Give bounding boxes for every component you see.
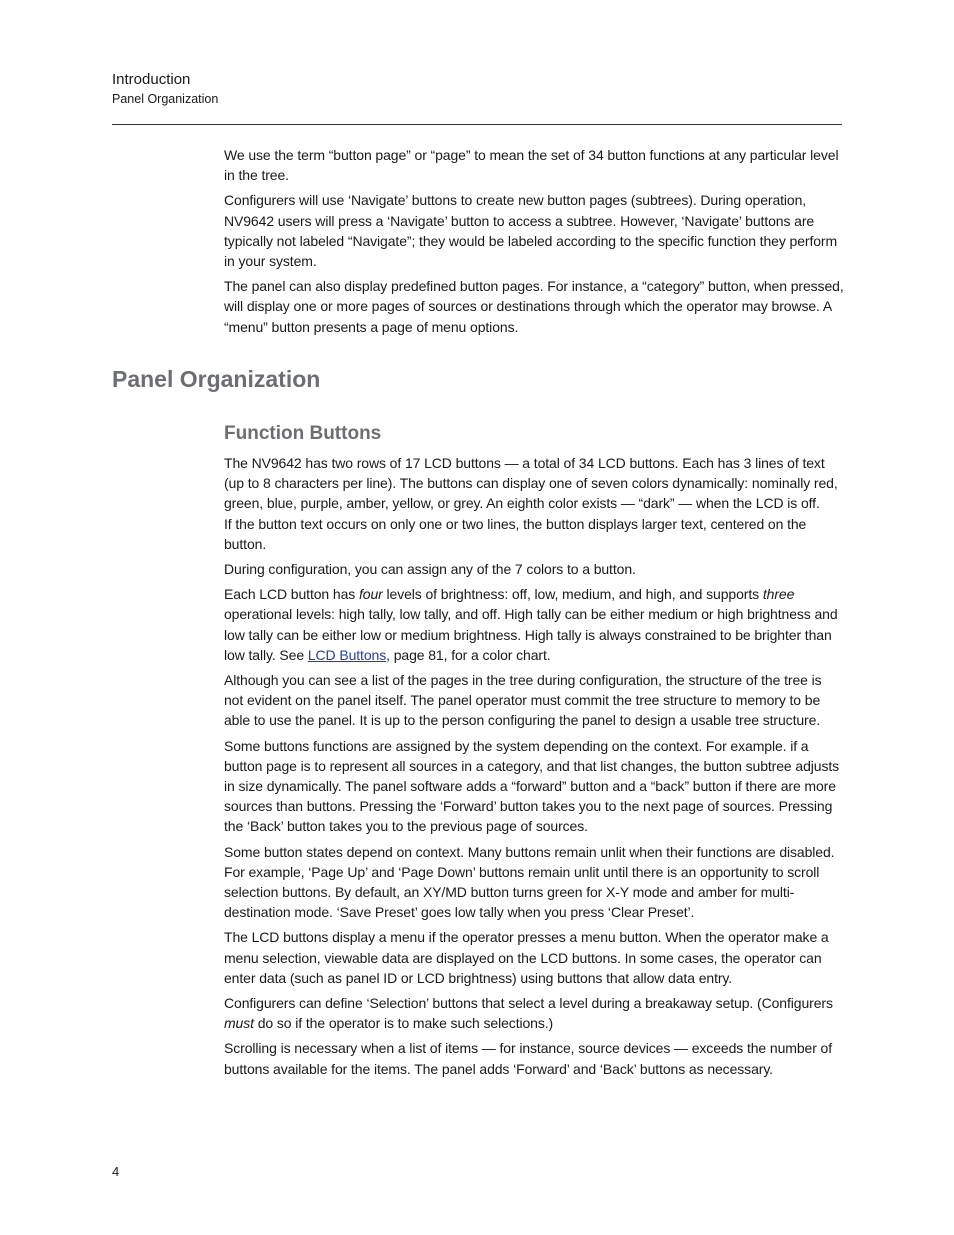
fb-p4-text-c: operational levels: high tally, low tally, and off. High tally can be either medium or high brightness and low tally can be either low or medium brightness. High tally is always constrained to be brighter than low tally. See: [224, 606, 838, 663]
fb-paragraph-10: Scrolling is necessary when a list of items — for instance, source devices — exceeds the number of buttons available for the items. The panel adds ‘Forward’ and ‘Back’ buttons as necessary.: [224, 1040, 833, 1077]
fb-paragraph-4: [224, 584, 844, 665]
function-buttons-text: [224, 453, 844, 1084]
fb-paragraph-1: The NV9642 has two rows of 17 LCD buttons — a total of 34 LCD buttons. Each has 3 lines of text (up to 8 characters per line). The buttons can display one of seven colors dynamically: nominally red, green, blue, purple, amber, yellow, or grey. An eighth color exists — “dark” — when the LCD is off.: [224, 455, 838, 512]
fb-p4-text-a: Each LCD button has: [224, 586, 359, 603]
fb-paragraph-8: The LCD buttons display a menu if the operator presses a menu button. When the operator make a menu selection, viewable data are displayed on the LCD buttons. In some cases, the operator can enter data (such as panel ID or LCD brightness) using buttons that allow data entry.: [224, 929, 829, 986]
intro-paragraph-3: The panel can also display predefined button pages. For instance, a “category” button, when pressed, will display one or more pages of sources or destinations through which the operator may browse. A “menu” button presents a page of menu options.: [224, 278, 844, 335]
fb-p9-text-b: do so if the operator is to make such selections.): [253, 1015, 554, 1032]
page-number: 4: [112, 1164, 120, 1179]
fb-p4-emphasis-three: three: [762, 586, 795, 603]
lcd-buttons-link[interactable]: LCD Buttons: [307, 646, 387, 663]
header-divider: [112, 124, 842, 125]
intro-paragraph-2: Configurers will use ‘Navigate’ buttons to create new button pages (subtrees). During operation, NV9642 users will press a ‘Navigate’ button to access a subtree. However, ‘Navigate’ buttons are typically not labeled “Navigate”; they would be labeled according to the specific function they perform in your system.: [224, 192, 838, 270]
fb-paragraph-2: If the button text occurs on only one or two lines, the button displays larger text, centered on the button.: [224, 515, 807, 552]
header-section-title: Panel Organization: [112, 92, 219, 106]
header-chapter-title: Introduction: [112, 71, 191, 88]
running-header: [112, 70, 842, 108]
fb-p9-text-a: Configurers can define ‘Selection’ buttons that select a level during a breakaway setup. (Configurers: [224, 995, 833, 1012]
fb-p4-text-b: levels of brightness: off, low, medium, and high, and supports: [382, 586, 763, 603]
fb-paragraph-6: Some buttons functions are assigned by the system depending on the context. For example. if a button page is to represent all sources in a category, and that list changes, the button subtree adjusts in size dynamically. The panel software adds a “forward” button and a “back” button if there are more sources than buttons. Pressing the ‘Forward’ button takes you to the next page of sources. Pressing the ‘Back’ button takes you to the previous page of sources.: [224, 737, 840, 835]
fb-paragraph-9: [224, 993, 844, 1033]
fb-paragraph-7: Some button states depend on context. Many buttons remain unlit when their functions are disabled. For example, ‘Page Up’ and ‘Page Down’ buttons remain unlit until there is an opportunity to scroll selection buttons. By default, an XY/MD button turns green for X-Y mode and amber for multi-destination mode. ‘Save Preset’ goes low tally when you press ‘Clear Preset’.: [224, 843, 835, 921]
fb-p4-text-d: , page 81, for a color chart.: [386, 646, 551, 663]
section-heading: Panel Organization: [112, 366, 321, 392]
fb-paragraph-5: Although you can see a list of the pages in the tree during configuration, the structure of the tree is not evident on the panel itself. The panel operator must commit the tree structure to memory to be able to use the panel. It is up to the person configuring the panel to design a usable tree structure.: [224, 672, 822, 729]
subsection-heading: Function Buttons: [224, 423, 382, 444]
fb-p9-emphasis-must: must: [224, 1015, 254, 1032]
intro-paragraph-1: We use the term “button page” or “page” to mean the set of 34 button functions at any particular level in the tree.: [224, 147, 839, 184]
intro-text: [224, 145, 844, 342]
fb-p4-emphasis-four: four: [358, 586, 383, 603]
fb-paragraph-3: During configuration, you can assign any of the 7 colors to a button.: [224, 561, 636, 578]
